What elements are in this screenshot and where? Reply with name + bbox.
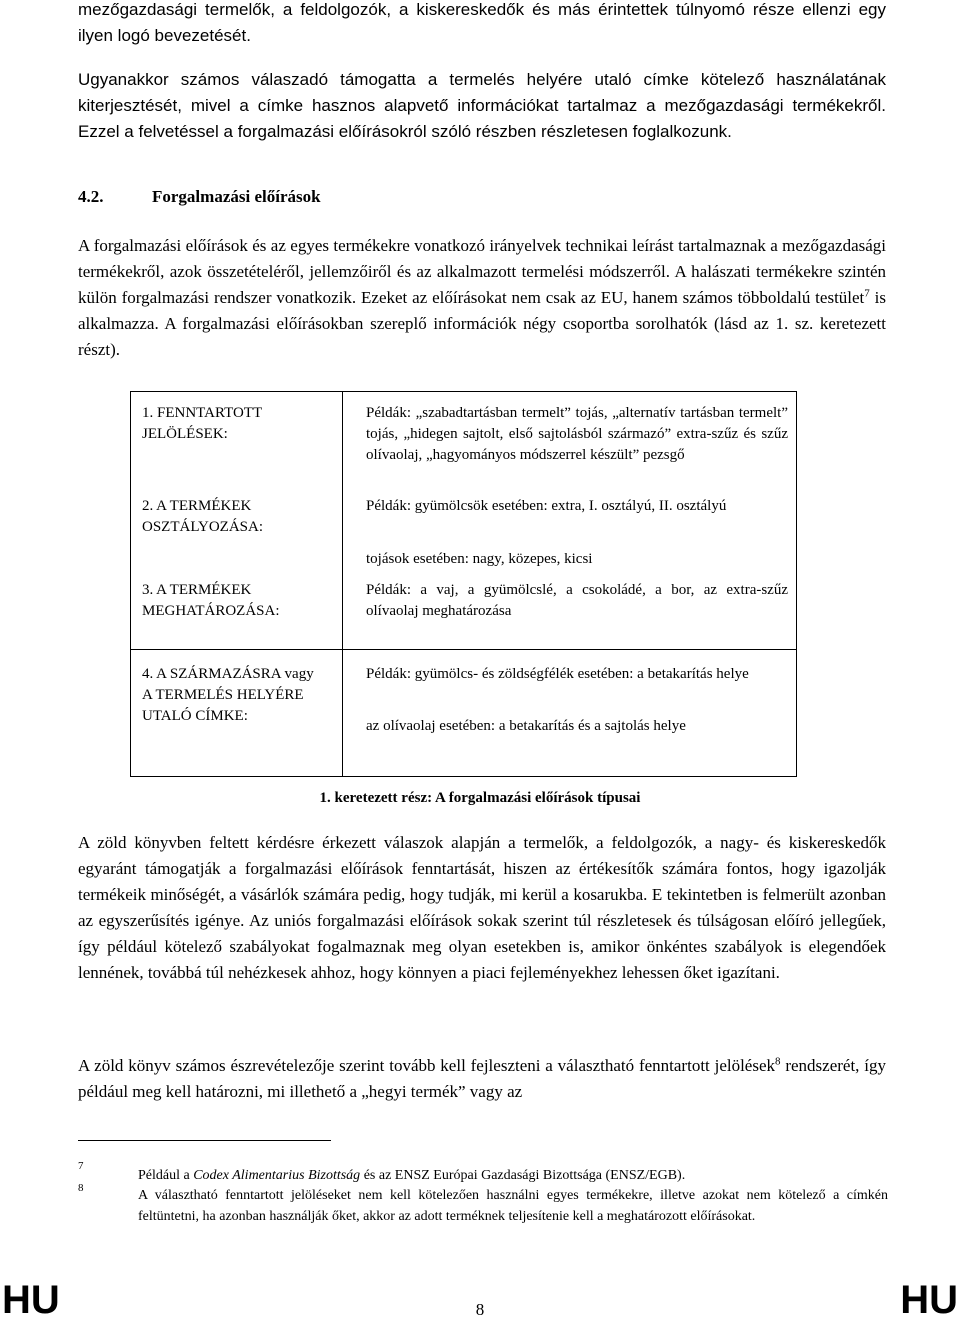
box-label-1: 1. FENNTARTOTT JELÖLÉSEK: <box>142 405 262 442</box>
box-text-4: Példák: gyümölcs- és zöldségfélék esetében: a betakarítás helye <box>366 666 749 682</box>
paragraph-zold-konyv-2-part2: rendszerét, így például meg kell határozni, mi illethető a „hegyi termék” vagy az <box>78 1056 886 1101</box>
footer-lang-right: HU <box>900 1278 958 1322</box>
paragraph-zold-konyv-1: A zöld könyvben feltett kérdésre érkezett válaszok alapján a termelők, a feldolgozók, a nagy- és kiskereskedők egyaránt támogatják a forgalmazási előírások fenntartását, hiszen az értékesítők számára fontos, hogy igazolják termékeik minőségét, a vásárlók számára pedig, hogy tudják, mi kerül a kosarukba. E tekintetben is felmerült azonban az egyszerűsítés igénye. Az uniós forgalmazási előírások sokak szerint túl részletesek és túlságosan előíró jellegűek, így például kötelező szabályokat fogalmaznak meg olyan esetekben is, amikor önkéntes szabályok is elegendőek lennének, továbbá túl nehézkesek ahhoz, hogy könnyen a piaci fejleményekhez lehessen őket igazítani. <box>78 833 886 982</box>
footer-lang-left: HU <box>2 1278 60 1322</box>
paragraph-forgalmazasi-part2: is alkalmazza. A forgalmazási előírásokban szereplő információk négy csoportba sorolhatók (lásd az 1. sz. keretezett részt). <box>78 288 887 359</box>
paragraph-ugyanakkor: Ugyanakkor számos válaszadó támogatta a termelés helyére utaló címke kötelező használatának kiterjesztését, mivel a címke hasznos alapvető információkat tartalmaz a mezőgazdasági termékekről. Ezzel a felvetéssel a forgalmazási előírásokról szóló részben részletesen foglalkozunk. <box>78 70 886 141</box>
box-text-2b: tojások esetében: nagy, közepes, kicsi <box>366 551 593 567</box>
footnote-7 <box>138 1165 888 1186</box>
footnote-7-italic: Codex Alimentarius Bizottság <box>193 1168 361 1183</box>
paragraph-zold-konyv-2-part1: A zöld könyv számos észrevételezője szerint tovább kell fejleszteni a választható fenntartott jelölések <box>78 1056 776 1075</box>
section-title: Forgalmazási előírások <box>152 187 321 206</box>
box-row-divider <box>131 649 796 650</box>
page-number: 8 <box>475 1300 485 1319</box>
paragraph-forgalmazasi <box>78 233 886 363</box>
box-text-4b: az olívaolaj esetében: a betakarítás és a sajtolás helye <box>366 718 686 734</box>
section-heading <box>78 187 321 207</box>
footnote-ref-7[interactable]: 7 <box>864 287 870 300</box>
box-label-2: 2. A TERMÉKEK OSZTÁLYOZÁSA: <box>142 498 263 535</box>
footnote-ref-8[interactable]: 8 <box>775 1055 781 1068</box>
box-caption: 1. keretezett rész: A forgalmazási előírások típusai <box>319 790 641 806</box>
paragraph-top: mezőgazdasági termelők, a feldolgozók, a kiskereskedők és más érintettek túlnyomó része ellenzi egy ilyen logó bevezetését. <box>78 0 886 45</box>
box-column-divider <box>342 649 343 777</box>
footnote-7-pre: Például a <box>138 1168 194 1183</box>
footnote-8: A választható fenntartott jelöléseket nem kell kötelezően használni egyes termékekre, illetve azokat nem kötelező a címkén feltüntetni, ha azonban használják őket, akkor az adott terméknek teljesítenie kell a meghatározott előírásokat. <box>138 1188 888 1224</box>
box-label-3: 3. A TERMÉKEK MEGHATÁROZÁSA: <box>142 582 280 619</box>
box-text-3: Példák: a vaj, a gyümölcslé, a csokoládé, a bor, az extra-szűz olívaolaj meghatározása <box>366 582 788 619</box>
footnote-separator <box>78 1140 331 1141</box>
box-label-4: 4. A SZÁRMAZÁSRA vagy A TERMELÉS HELYÉRE UTALÓ CÍMKE: <box>142 666 314 724</box>
footnote-number-8: 8 <box>78 1182 84 1194</box>
box-text-1: Példák: „szabadtartásban termelt” tojás, „alternatív tartásban termelt” tojás, „hidegen sajtolt, első sajtolásból származó” extra-szűz és szűz olívaolaj, „hagyományos módszerrel készült” pezsgő <box>366 405 788 463</box>
paragraph-zold-konyv-2 <box>78 1053 886 1105</box>
footnote-7-post: és az ENSZ Európai Gazdasági Bizottsága (ENSZ/EGB). <box>360 1168 686 1183</box>
box-column-divider <box>342 392 343 649</box>
section-number: 4.2. <box>78 187 104 206</box>
footnote-number-7: 7 <box>78 1160 84 1172</box>
box-text-2: Példák: gyümölcsök esetében: extra, I. osztályú, II. osztályú <box>366 498 727 514</box>
paragraph-forgalmazasi-part1: A forgalmazási előírások és az egyes termékekre vonatkozó irányelvek technikai leírást tartalmaznak a mezőgazdasági termékekről, azok összetételéről, jellemzőiről és az alkalmazott termelési módszerről. A halászati termékekre szintén külön forgalmazási rendszer vonatkozik. Ezeket az előírásokat nem csak az EU, hanem számos többoldalú testület <box>78 236 886 307</box>
boxed-section-1 <box>130 391 797 777</box>
